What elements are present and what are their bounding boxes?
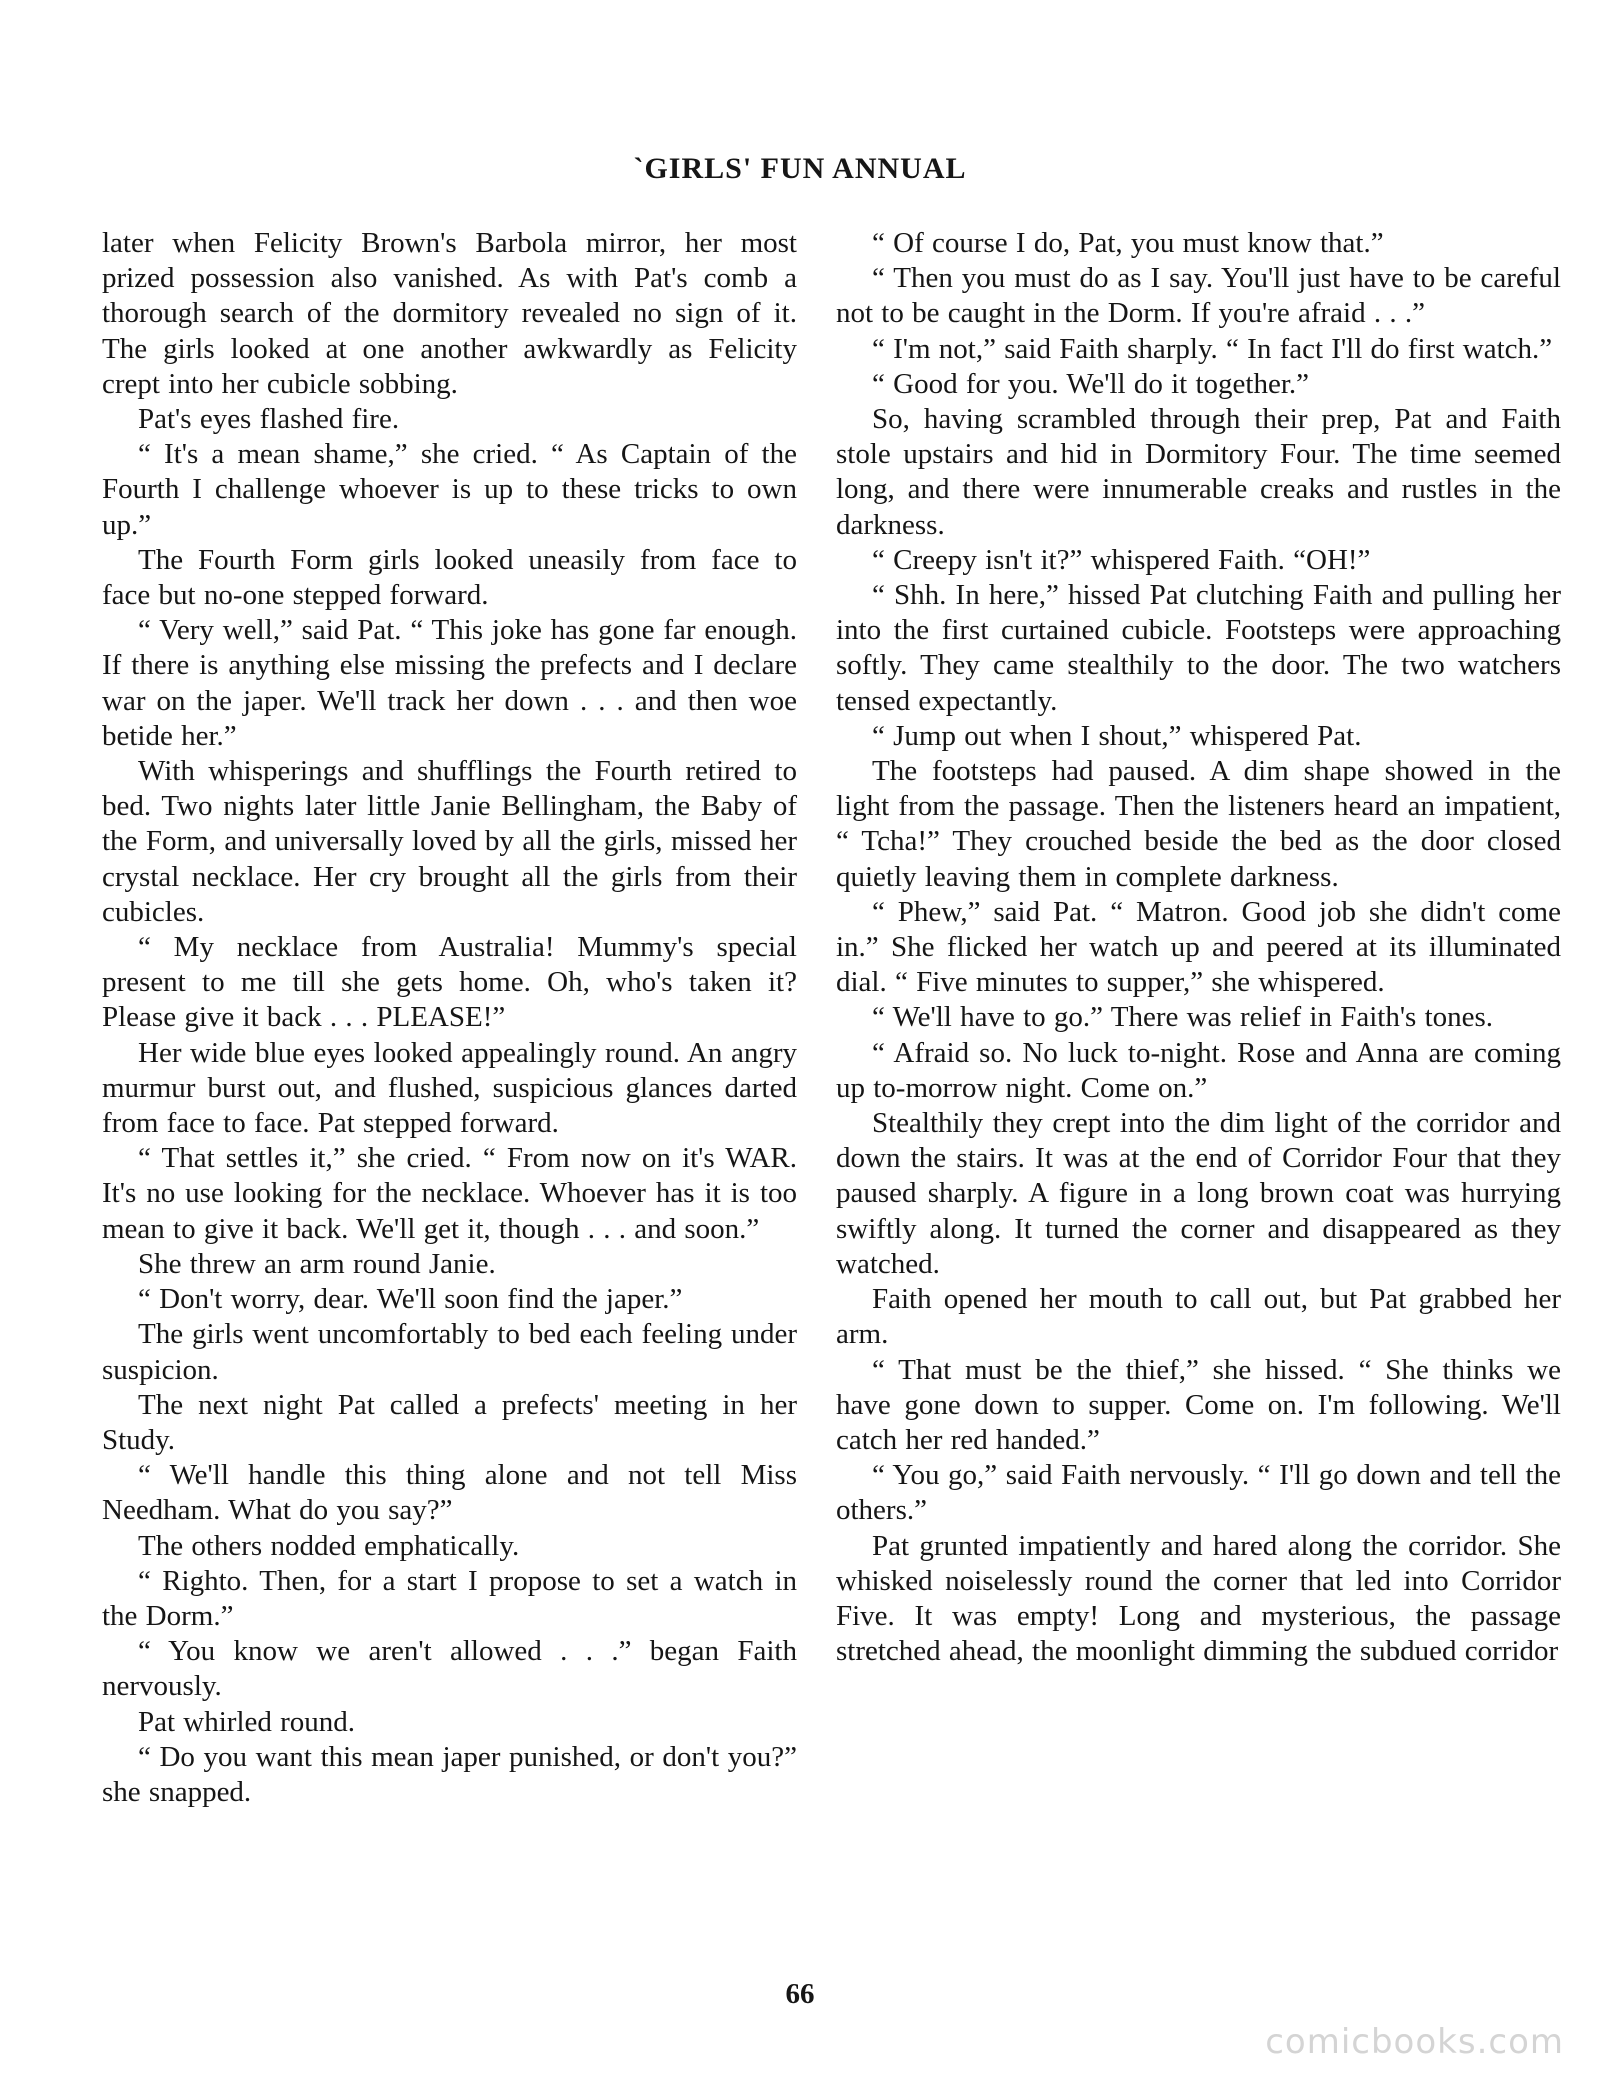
paragraph: The next night Pat called a prefects' meeting in her Study. xyxy=(102,1388,797,1456)
paragraph: “ My necklace from Australia! Mummy's special present to me till she gets home. Oh, who's taken it? Please give it back . . . PLEASE!” xyxy=(102,931,797,1034)
paragraph: Her wide blue eyes looked appealingly round. An angry murmur burst out, and flushed, suspicious glances darted from face to face. Pat stepped forward. xyxy=(102,1036,797,1140)
paragraph: The Fourth Form girls looked uneasily from face to face but no-one stepped forward. xyxy=(102,543,797,612)
paragraph: “ You go,” said Faith nervously. “ I'll go down and tell the others.” xyxy=(836,1459,1561,1527)
paragraph: “ That settles it,” she cried. “ From now on it's WAR. It's no use looking for the necklace. Whoever has it is too mean to give it back. We'll get it, though . . . and soon.” xyxy=(102,1142,797,1245)
paragraph: Stealthily they crept into the dim light of the corridor and down the stairs. It was at the end of Corridor Four that they paused sharply. A figure in a long brown coat was hurrying swiftly along. It turned the corner and disappeared as they watched. xyxy=(836,1107,1561,1280)
paragraph: “ Afraid so. No luck to-night. Rose and Anna are coming up to-morrow night. Come on.” xyxy=(836,1036,1561,1104)
paragraph: “ That must be the thief,” she hissed. “ She thinks we have gone down to supper. Come on. I'm following. We'll catch her red handed.” xyxy=(836,1353,1561,1456)
paragraph: The footsteps had paused. A dim shape showed in the light from the passage. Then the listeners heard an impatient, “ Tcha!” They crouched beside the bed as the door closed quietly leaving them in complete darkness. xyxy=(836,755,1561,893)
paragraph: “ Righto. Then, for a start I propose to set a watch in the Dorm.” xyxy=(102,1564,797,1632)
paragraph: “ We'll have to go.” There was relief in Faith's tones. xyxy=(872,1001,1494,1034)
paragraph: With whisperings and shufflings the Fourth retired to bed. Two nights later little Janie Bellingham, the Baby of the Form, and universally loved by all the girls, missed her crystal necklace. Her cry brought all the girls from their cubicles. xyxy=(102,755,797,928)
paragraph: “ I'm not,” said Faith sharply. “ In fact I'll do first watch.” xyxy=(872,332,1553,365)
running-head: `GIRLS' FUN ANNUAL xyxy=(633,152,967,185)
paragraph: The others nodded emphatically. xyxy=(138,1529,520,1562)
paragraph: “ It's a mean shame,” she cried. “ As Captain of the Fourth I challenge whoever is up to these tricks to own up.” xyxy=(102,438,797,541)
watermark: comicbooks.com xyxy=(1265,2022,1564,2062)
paragraph: “ Of course I do, Pat, you must know that.” xyxy=(872,227,1384,259)
paragraph: later when Felicity Brown's Barbola mirror, her most prized possession also vanished. As with Pat's comb a thorough search of the dormitory revealed no sign of it. The girls looked at one another awkwardly as Felicity crept into her cubicle sobbing. xyxy=(102,227,797,400)
paragraph: “ Phew,” said Pat. “ Matron. Good job she didn't come in.” She flicked her watch up and peered at its illuminated dial. “ Five minutes to supper,” she whispered. xyxy=(836,895,1561,999)
paragraph: “ We'll handle this thing alone and not tell Miss Needham. What do you say?” xyxy=(102,1459,797,1527)
paragraph: Pat whirled round. xyxy=(138,1705,356,1738)
paragraph: “ Then you must do as I say. You'll just have to be careful not to be caught in the Dorm. If you're afraid . . .” xyxy=(836,262,1561,330)
paragraph: “ Don't worry, dear. We'll soon find the japer.” xyxy=(138,1283,683,1316)
paragraph: Pat's eyes flashed fire. xyxy=(138,403,400,436)
paragraph: “ You know we aren't allowed . . .” began Faith nervously. xyxy=(102,1635,797,1703)
paragraph: Faith opened her mouth to call out, but Pat grabbed her arm. xyxy=(836,1283,1561,1351)
paragraph: “ Shh. In here,” hissed Pat clutching Faith and pulling her into the first curtained cubicle. Footsteps were approaching softly. They came stealthily to the door. The two watchers tensed expectantly. xyxy=(836,579,1561,717)
paragraph: Pat grunted impatiently and hared along the corridor. She whisked noiselessly round the corner that led into Corridor Five. It was empty! Long and mysterious, the passage stretched ahead, the moonlight dimming the subdued corridor xyxy=(836,1529,1561,1668)
paragraph: “ Do you want this mean japer punished, or don't you?” she snapped. xyxy=(102,1740,797,1808)
left-column xyxy=(102,226,797,1810)
paragraph: “ Creepy isn't it?” whispered Faith. “OH!” xyxy=(872,543,1371,576)
paragraph: She threw an arm round Janie. xyxy=(138,1247,496,1280)
paragraph: “ Very well,” said Pat. “ This joke has gone far enough. If there is anything else missing the prefects and I declare war on the japer. We'll track her down . . . and then woe betide her.” xyxy=(102,614,797,752)
page-number: 66 xyxy=(785,1978,815,2010)
paragraph: So, having scrambled through their prep, Pat and Faith stole upstairs and hid in Dormitory Four. The time seemed long, and there were innumerable creaks and rustles in the darkness. xyxy=(836,403,1561,541)
paragraph: “ Jump out when I shout,” whispered Pat. xyxy=(872,719,1362,752)
right-column xyxy=(836,226,1561,1669)
paragraph: The girls went uncomfortably to bed each feeling under suspicion. xyxy=(102,1318,797,1386)
paragraph: “ Good for you. We'll do it together.” xyxy=(872,367,1310,400)
